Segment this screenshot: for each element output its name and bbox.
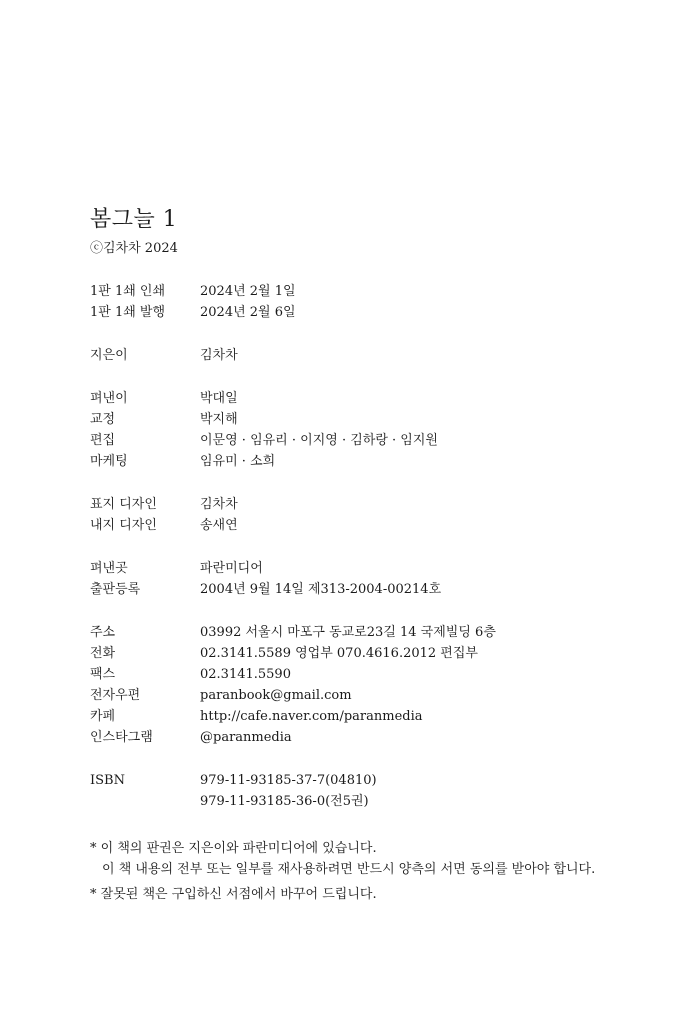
- note-line: 이 책 내용의 전부 또는 일부를 재사용하려면 반드시 양측의 서면 동의를 받아야 합니다.: [102, 862, 596, 877]
- colophon-value: 02.3141.5589 영업부 070.4616.2012 편집부: [200, 646, 478, 661]
- notes: [90, 838, 680, 905]
- note-line: * 이 책의 판권은 지은이와 파란미디어에 있습니다.: [90, 841, 377, 856]
- colophon-sections: [90, 281, 680, 812]
- colophon-row: [90, 579, 680, 600]
- colophon-value: http://cafe.naver.com/paranmedia: [200, 709, 423, 724]
- note: [90, 884, 680, 905]
- colophon-row: [90, 409, 680, 430]
- colophon-section: [90, 770, 680, 812]
- colophon-value: 979-11-93185-36-0(전5권): [200, 794, 369, 809]
- colophon-label: [90, 791, 200, 812]
- colophon-row: [90, 622, 680, 643]
- note: [90, 838, 680, 880]
- colophon-label: 출판등록: [90, 582, 141, 597]
- colophon-label: 지은이: [90, 348, 128, 363]
- colophon-label: 1판 1쇄 인쇄: [90, 284, 166, 299]
- colophon-section: [90, 494, 680, 536]
- colophon-value: 박지해: [200, 412, 238, 427]
- copyright-page: [90, 205, 680, 905]
- colophon-value: 979-11-93185-37-7(04810): [200, 773, 377, 788]
- colophon-label: 팩스: [90, 667, 116, 682]
- note-line: * 잘못된 책은 구입하신 서점에서 바꾸어 드립니다.: [90, 887, 377, 902]
- colophon-value: 박대일: [200, 391, 238, 406]
- colophon-label: 편집: [90, 433, 116, 448]
- colophon-section: [90, 345, 680, 366]
- colophon-label: 펴낸곳: [90, 561, 128, 576]
- colophon-value: 2004년 9월 14일 제313-2004-00214호: [200, 582, 442, 597]
- colophon-row: [90, 727, 680, 748]
- colophon-label: 펴낸이: [90, 391, 128, 406]
- colophon-row: [90, 770, 680, 791]
- colophon-value: 이문영 · 임유리 · 이지영 · 김하랑 · 임지원: [200, 433, 438, 448]
- colophon-value: 2024년 2월 6일: [200, 305, 296, 320]
- colophon-value: 03992 서울시 마포구 동교로23길 14 국제빌딩 6층: [200, 625, 496, 640]
- colophon-row: [90, 430, 680, 451]
- colophon-value: 김차차: [200, 348, 238, 363]
- colophon-label: 카페: [90, 709, 116, 724]
- colophon-value: paranbook@gmail.com: [200, 688, 352, 703]
- colophon-row: [90, 706, 680, 727]
- colophon-label: 교정: [90, 412, 116, 427]
- colophon-section: [90, 558, 680, 600]
- colophon-row: [90, 515, 680, 536]
- colophon-row: [90, 685, 680, 706]
- colophon-value: 김차차: [200, 497, 238, 512]
- colophon-label: 인스타그램: [90, 730, 153, 745]
- colophon-row: [90, 345, 680, 366]
- colophon-value: @paranmedia: [200, 730, 292, 745]
- colophon-section: [90, 388, 680, 472]
- colophon-section: [90, 281, 680, 323]
- colophon-value: 2024년 2월 1일: [200, 284, 296, 299]
- colophon-row: [90, 664, 680, 685]
- colophon-label: 1판 1쇄 발행: [90, 305, 166, 320]
- book-title: 봄그늘 1: [90, 207, 178, 232]
- colophon-row: [90, 494, 680, 515]
- colophon-label: ISBN: [90, 773, 125, 788]
- colophon-row: [90, 451, 680, 472]
- colophon-value: 02.3141.5590: [200, 667, 291, 682]
- colophon-row: [90, 302, 680, 323]
- colophon-row: [90, 388, 680, 409]
- colophon-value: 송새연: [200, 518, 238, 533]
- colophon-row: [90, 558, 680, 579]
- colophon-row: [90, 643, 680, 664]
- colophon-label: 내지 디자인: [90, 518, 157, 533]
- colophon-section: [90, 622, 680, 748]
- colophon-row: [90, 791, 680, 812]
- colophon-row: [90, 281, 680, 302]
- colophon-value: 임유미 · 소희: [200, 454, 276, 469]
- colophon-label: 주소: [90, 625, 116, 640]
- colophon-label: 전자우편: [90, 688, 141, 703]
- colophon-value: 파란미디어: [200, 561, 263, 576]
- colophon-label: 마케팅: [90, 454, 128, 469]
- copyright-line: ⓒ김차차 2024: [90, 241, 178, 256]
- colophon-label: 표지 디자인: [90, 497, 157, 512]
- colophon-label: 전화: [90, 646, 116, 661]
